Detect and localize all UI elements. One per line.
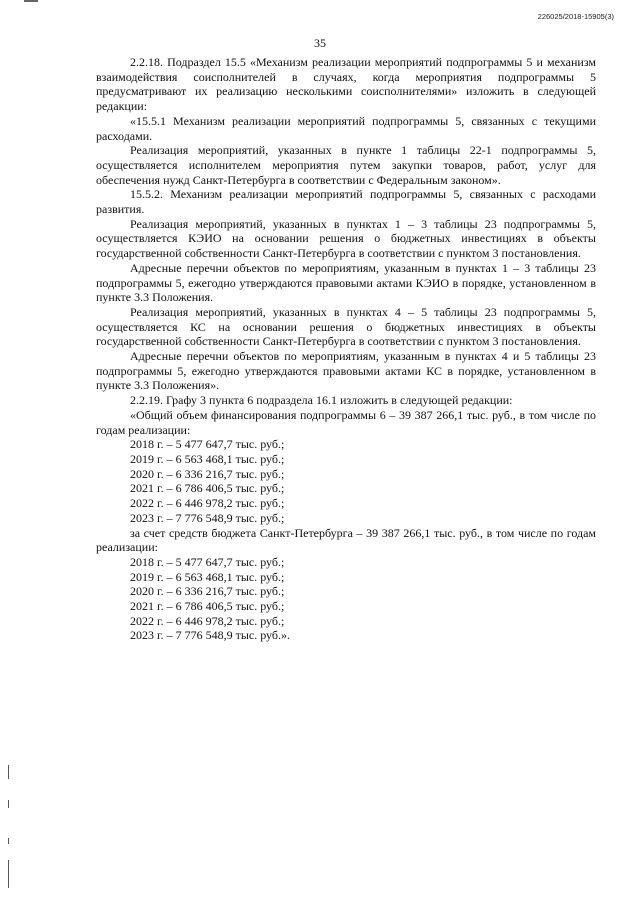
paragraph-total-financing: «Общий объем финансирования подпрограммы 6 – 39 387 266,1 тыс. руб., в том числе по годам реализации: (96, 407, 596, 437)
scan-margin-mark (8, 765, 9, 779)
year-item: 2020 г. – 6 336 216,7 тыс. руб.; (130, 584, 285, 599)
scan-edge-mark (24, 0, 38, 2)
year-item: 2021 г. – 6 786 406,5 тыс. руб.; (130, 481, 285, 496)
paragraph-keio-implementation: Реализация мероприятий, указанных в пунктах 1 – 3 таблицы 23 подпрограммы 5, осуществляется КЭИО на основании решения о бюджетных инвестициях в объекты государственной собственности Санкт-Петербурга в соответствии с пунктом 3 постановления. (96, 216, 596, 261)
paragraph-2-2-18: 2.2.18. Подраздел 15.5 «Механизм реализации мероприятий подпрограммы 5 и механизм взаимодействия соисполнителей в случаях, когда мероприятия подпрограммы 5 предусматривают их реализацию несколькими соисполнителями» изложить в следующей редакции: (96, 55, 596, 114)
paragraph-keio-address-lists: Адресные перечни объектов по мероприятиям, указанным в пунктах 1 – 3 таблицы 23 подпрограммы 5, ежегодно утверждаются правовыми актами КЭИО в порядке, установленном в пункте 3.3 Положения. (96, 260, 596, 305)
year-item: 2019 г. – 6 563 468,1 тыс. руб.; (130, 569, 285, 584)
year-item: 2023 г. – 7 776 548,9 тыс. руб.». (130, 628, 290, 643)
paragraph-15-5-2: 15.5.2. Механизм реализации мероприятий подпрограммы 5, связанных с расходами развития. (96, 187, 596, 217)
scan-margin-mark (8, 838, 9, 844)
document-id: 226025/2018-15905(3) (537, 12, 614, 21)
paragraph-15-5-1: «15.5.1 Механизм реализации мероприятий подпрограммы 5, связанных с текущими расходами. (96, 113, 596, 143)
year-item: 2022 г. – 6 446 978,2 тыс. руб.; (130, 496, 285, 511)
scan-margin-mark (8, 800, 9, 808)
year-item: 2018 г. – 5 477 647,7 тыс. руб.; (130, 554, 285, 569)
page-number: 35 (314, 36, 326, 50)
year-list-total (96, 437, 596, 525)
year-item: 2019 г. – 6 563 468,1 тыс. руб.; (130, 451, 285, 466)
year-list-budget (96, 555, 596, 643)
scan-margin-mark (8, 860, 9, 888)
year-item: 2021 г. – 6 786 406,5 тыс. руб.; (130, 599, 285, 614)
year-item: 2020 г. – 6 336 216,7 тыс. руб.; (130, 466, 285, 481)
paragraph-2-2-19: 2.2.19. Графу 3 пункта 6 подраздела 16.1 изложить в следующей редакции: (130, 393, 513, 408)
paragraph-ks-implementation: Реализация мероприятий, указанных в пунктах 4 – 5 таблицы 23 подпрограммы 5, осуществляется КС на основании решения о бюджетных инвестициях в объекты государственной собственности Санкт-Петербурга в соответствии с пунктом 3 постановления. (96, 304, 596, 349)
paragraph-current-expenses: Реализация мероприятий, указанных в пункте 1 таблицы 22-1 подпрограммы 5, осуществляется исполнителем мероприятия путем закупки товаров, работ, услуг для обеспечения нужд Санкт-Петербурга в соответствии с Федеральным законом». (96, 143, 596, 187)
paragraph-budget-financing: за счет средств бюджета Санкт-Петербурга – 39 387 266,1 тыс. руб., в том числе по годам реализации: (96, 525, 596, 555)
year-item: 2022 г. – 6 446 978,2 тыс. руб.; (130, 613, 285, 628)
year-item: 2023 г. – 7 776 548,9 тыс. руб.; (130, 510, 285, 525)
document-body (96, 55, 596, 643)
year-item: 2018 г. – 5 477 647,7 тыс. руб.; (130, 437, 285, 452)
paragraph-ks-address-lists: Адресные перечни объектов по мероприятиям, указанным в пунктах 4 и 5 таблицы 23 подпрограммы 5, ежегодно утверждаются правовыми актами КС в порядке, установленном в пункте 3.3 Положения». (96, 349, 596, 393)
